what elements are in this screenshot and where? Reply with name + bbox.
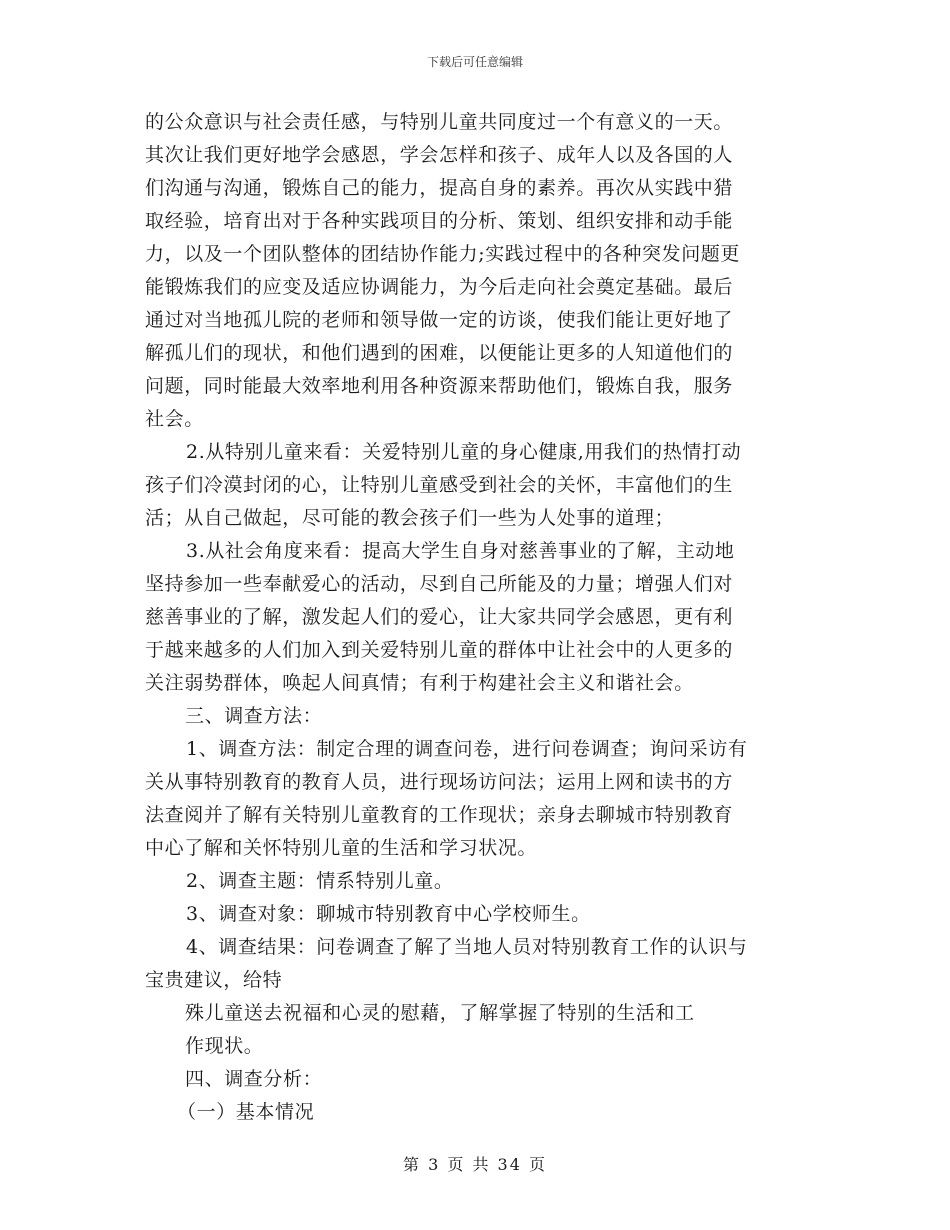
body-line: 能锻炼我们的应变及适应协调能力，为今后走向社会奠定基础。最后 (145, 276, 734, 298)
body-line: 坚持参加一些奉献爱心的活动，尽到自己所能及的力量；增强人们对 (145, 573, 734, 595)
body-line: 问题，同时能最大效率地利用各种资源来帮助他们，锻炼自我，服务 (145, 375, 734, 397)
body-line: 取经验，培育出对于各种实践项目的分析、策划、组织安排和动手能 (145, 210, 734, 232)
paragraph-start-line: 2.从特别儿童来看：关爱特别儿童的身心健康,用我们的热情打动 (186, 441, 742, 463)
section-heading: 四、调查分析： (185, 1068, 323, 1090)
paragraph-start-line: 3、调查对象：聊城市特别教育中心学校师生。 (186, 903, 591, 925)
paragraph-start-line: 4、调查结果：问卷调查了解了当地人员对特别教育工作的认识与 (186, 936, 748, 958)
body-line: 们沟通与沟通，锻炼自己的能力，提高自身的素养。再次从实践中猎 (145, 177, 734, 199)
body-line: 其次让我们更好地学会感恩，学会怎样和孩子、成年人以及各国的人 (145, 144, 734, 166)
body-line: 于越来越多的人们加入到关爱特别儿童的群体中让社会中的人更多的 (145, 639, 734, 661)
body-line: 关从事特别教育的教育人员，进行现场访问法；运用上网和读书的方 (145, 771, 734, 793)
body-line: 法查阅并了解有关特别儿童教育的工作现状；亲身去聊城市特别教育 (145, 804, 734, 826)
section-heading: 三、调查方法： (185, 705, 323, 727)
body-line: 活；从自己做起，尽可能的教会孩子们一些为人处事的道理； (145, 507, 675, 529)
paragraph-start-line: 2、调查主题：情系特别儿童。 (186, 870, 454, 892)
body-line: 宝贵建议，给特 (145, 969, 283, 991)
body-line: 力，以及一个团队整体的团结协作能力;实践过程中的各种突发问题更 (145, 243, 741, 265)
paragraph-start-line: 3.从社会角度来看：提高大学生自身对慈善事业的了解，主动地 (186, 540, 735, 562)
paragraph-start-line: 1、调查方法：制定合理的调查问卷，进行问卷调查；询问采访有 (186, 738, 748, 760)
subsection-heading: （一）基本情况 (177, 1101, 315, 1123)
body-line: 通过对当地孤儿院的老师和领导做一定的访谈，使我们能让更好地了 (145, 309, 734, 331)
body-line: 孩子们冷漠封闭的心，让特别儿童感受到社会的关怀，丰富他们的生 (145, 474, 734, 496)
body-line: 慈善事业的了解，激发起人们的爱心，让大家共同学会感恩，更有利 (145, 606, 734, 628)
document-body (145, 106, 815, 1129)
body-line: 的公众意识与社会责任感，与特别儿童共同度过一个有意义的一天。 (145, 111, 734, 133)
body-line: 解孤儿们的现状，和他们遇到的困难，以便能让更多的人知道他们的 (145, 342, 734, 364)
body-line: 作现状。 (185, 1035, 264, 1057)
page-header: 下载后可任意编辑 (426, 55, 523, 69)
body-line: 中心了解和关怀特别儿童的生活和学习状况。 (145, 837, 538, 859)
page-footer: 第 3 页 共 34 页 (403, 1155, 547, 1174)
body-line: 殊儿童送去祝福和心灵的慰藉，了解掌握了特别的生活和工 (185, 1002, 695, 1024)
body-line: 社会。 (145, 408, 204, 430)
body-line: 关注弱势群体，唤起人间真情；有利于构建社会主义和谐社会。 (145, 672, 694, 694)
